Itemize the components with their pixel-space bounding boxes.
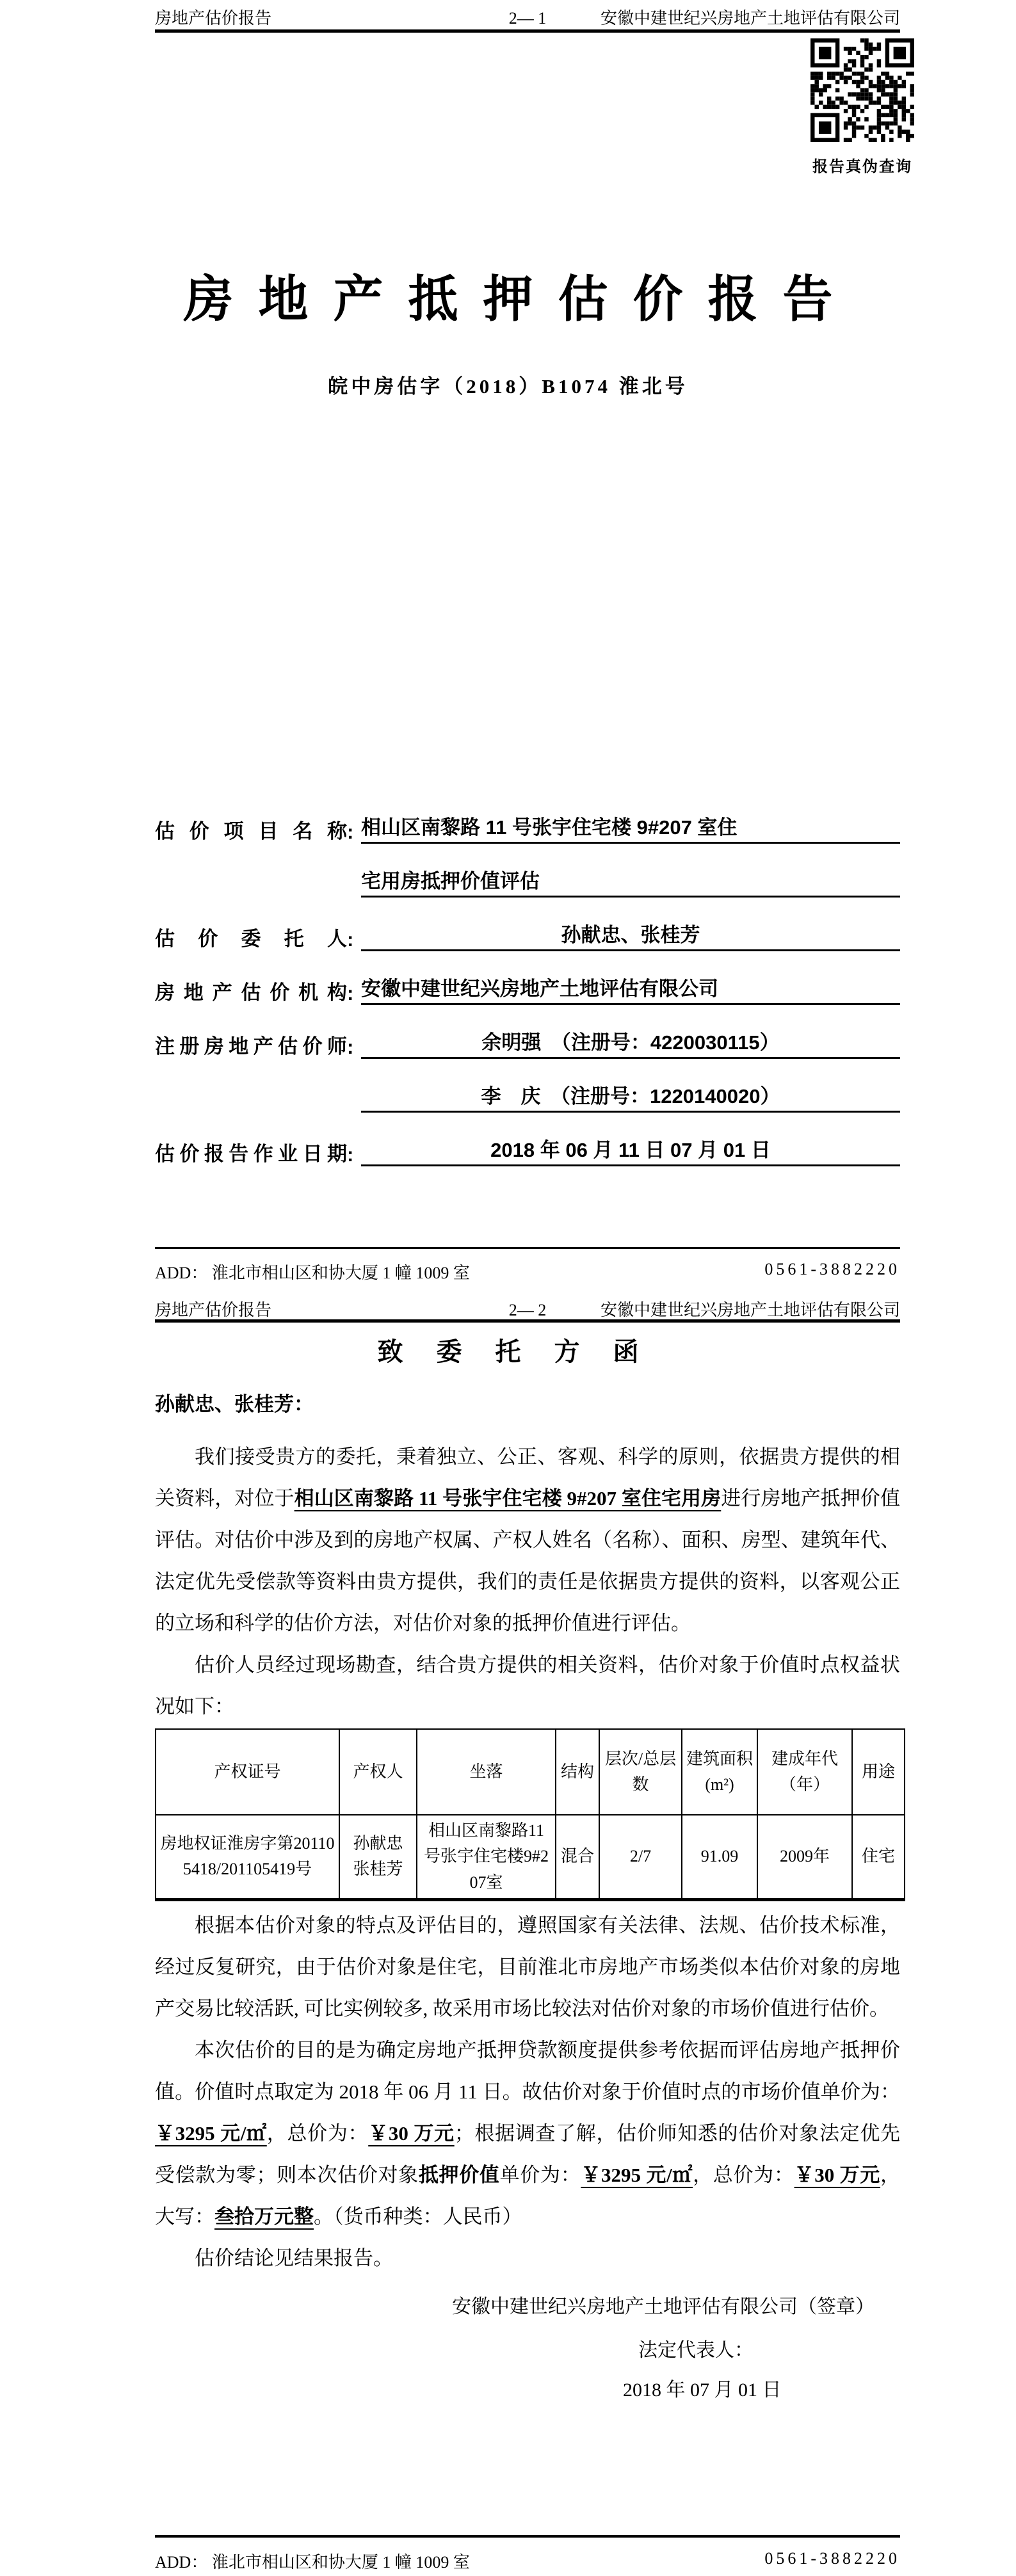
- field-value-line: 相山区南黎路 11 号张宇住宅楼 9#207 室住: [361, 811, 900, 844]
- col-area: 建筑面积(m²): [682, 1729, 757, 1815]
- field-row-appraiser-2: [155, 1081, 900, 1113]
- field-row-client: [155, 919, 900, 951]
- header-doc-type: 房地产估价报告: [155, 9, 272, 28]
- header-company-name: 安徽中建世纪兴房地产土地评估有限公司: [600, 1301, 900, 1319]
- paragraph-inspection: 估价人员经过现场勘查，结合贵方提供的相关资料，估价对象于价值时点权益状况如下：: [155, 1654, 900, 1718]
- col-cert-number: 产权证号: [156, 1729, 339, 1815]
- signature-legal-rep: 法定代表人：: [638, 2340, 754, 2361]
- text-segment: ￥3295 元/㎡: [155, 2122, 267, 2145]
- field-value-line: 2018 年 06 月 11 日 07 月 01 日: [361, 1134, 900, 1166]
- text-segment: 我们接受贵方的委托，秉着独立、公正、客观、科学的原则，依据贵方提供的相关资料，对位于: [155, 1445, 900, 1509]
- cell-year-built: 2009年: [757, 1815, 852, 1899]
- signature-date: 2018 年 07 月 01 日: [623, 2379, 782, 2401]
- field-value-line: 余明强 （注册号：4220030115）: [361, 1026, 900, 1059]
- text-segment: 进行房地产抵押价值评估。对估价中涉及到的房地产权属、产权人姓名（名称）、面积、房型、建筑年代、法定优先受偿款等资料由贵方提供，我们的责任是依据贵方提供的资料，以客观公正的立场和科学的估价方法，对估价对象的抵押价值进行评估。: [155, 1487, 900, 1634]
- cell-location: 相山区南黎路11号张宇住宅楼9#207室: [417, 1815, 556, 1899]
- text-segment: ，大写：: [155, 2164, 901, 2228]
- cell-area: 91.09: [682, 1815, 757, 1899]
- text-segment: 相山区南黎路 11 号张宇住宅楼 9#207 室住宅用房: [294, 1487, 722, 1509]
- text-segment: ，总价为：: [266, 2122, 369, 2145]
- field-colon: :: [347, 1143, 354, 1166]
- field-row-project-name: [155, 812, 900, 844]
- col-structure: 结构: [556, 1729, 599, 1815]
- text-segment: ￥3295 元/㎡: [581, 2164, 693, 2186]
- paragraph-method: 根据本估价对象的特点及评估目的，遵照国家有关法律、法规、估价技术标准，经过反复研究，由于估价对象是住宅，目前淮北市房地产市场类似本估价对象的房地产交易比较活跃, 可比实例较多, 故采用市场比较法对估价对象的市场价值进行估价。: [155, 1914, 900, 2020]
- text-segment: 抵押价值: [418, 2164, 500, 2186]
- header-rule: [155, 1319, 900, 1323]
- field-label: 估价项目名称: [155, 820, 347, 842]
- report-title: 房地产抵押估价报告: [183, 271, 858, 327]
- paragraph-conclusion: 估价结论见结果报告。: [195, 2247, 393, 2269]
- paragraph-engagement: [155, 1436, 900, 1644]
- letter-body-bottom: [155, 1904, 900, 2279]
- field-row-agency: [155, 973, 900, 1005]
- footer-rule: [155, 1247, 900, 1249]
- field-row-report-date: [155, 1134, 900, 1166]
- letter-body-top: [155, 1436, 900, 1727]
- col-owner: 产权人: [339, 1729, 417, 1815]
- text-segment: 叁拾万元整: [214, 2205, 314, 2228]
- col-use: 用途: [852, 1729, 905, 1815]
- footer-address: ADD： 淮北市相山区和协大厦 1 幢 1009 室: [155, 2553, 470, 2572]
- header-rule: [155, 29, 900, 33]
- field-label: 估价委托人: [155, 928, 347, 950]
- page1-running-head: [155, 5, 900, 29]
- page2-running-head: [155, 1297, 900, 1321]
- header-page-number: 2— 2: [508, 1301, 547, 1319]
- field-value-line: 李 庆 （注册号：1220140020）: [361, 1080, 900, 1113]
- signature-company: 安徽中建世纪兴房地产土地评估有限公司（签章）: [452, 2296, 875, 2317]
- header-page-number: 2— 1: [508, 9, 547, 28]
- footer-phone: 0561-3882220: [764, 2549, 900, 2568]
- report-number: 皖中房估字（2018）B1074 淮北号: [328, 375, 688, 398]
- footer-rule: [155, 2535, 900, 2538]
- field-label: 房地产估价机构: [155, 981, 347, 1004]
- footer-phone: 0561-3882220: [764, 1260, 900, 1278]
- property-rights-table: [155, 1728, 905, 1901]
- col-year-built: 建成年代（年）: [757, 1729, 852, 1815]
- text-segment: 。（货币种类：人民币）: [314, 2205, 522, 2228]
- col-floor: 层次/总层数: [599, 1729, 682, 1815]
- cell-cert-number: 房地权证淮房字第201105418/201105419号: [156, 1815, 339, 1899]
- letter-title: 致委托方函: [377, 1337, 672, 1366]
- field-value-line: 宅用房抵押价值评估: [361, 865, 900, 898]
- letter-salutation: 孙献忠、张桂芳：: [155, 1393, 314, 1415]
- field-row-project-name-cont: [155, 865, 900, 898]
- text-segment: 单价为：: [499, 2164, 581, 2186]
- text-segment: ￥30 万元: [368, 2122, 455, 2145]
- field-colon: :: [347, 1036, 354, 1058]
- field-value-line: 孙献忠、张桂芳: [361, 919, 900, 951]
- text-segment: ￥30 万元: [794, 2164, 881, 2186]
- cell-use: 住宅: [852, 1815, 905, 1899]
- field-value-line: 安徽中建世纪兴房地产土地评估有限公司: [361, 972, 900, 1005]
- footer-address: ADD： 淮北市相山区和协大厦 1 幢 1009 室: [155, 1264, 470, 1282]
- field-colon: :: [347, 821, 354, 843]
- cell-owner: 孙献忠 张桂芳: [339, 1815, 417, 1899]
- cell-floor: 2/7: [599, 1815, 682, 1899]
- field-label: 估价报告作业日期: [155, 1143, 347, 1165]
- cover-fields: [155, 812, 900, 1188]
- table-data-row: [156, 1815, 905, 1899]
- qr-code-icon: [808, 38, 917, 142]
- header-company-name: 安徽中建世纪兴房地产土地评估有限公司: [600, 9, 900, 28]
- header-doc-type: 房地产估价报告: [155, 1301, 272, 1319]
- qr-caption: 报告真伪查询: [812, 159, 912, 175]
- text-segment: ，总价为：: [693, 2164, 794, 2186]
- col-location: 坐落: [417, 1729, 556, 1815]
- field-label: 注册房地产估价师: [155, 1035, 347, 1058]
- field-colon: :: [347, 982, 354, 1004]
- field-colon: :: [347, 928, 354, 951]
- paragraph-valuation: [155, 2029, 900, 2237]
- text-segment: 本次估价的目的是为确定房地产抵押贷款额度提供参考依据而评估房地产抵押价值。价值时点取定为 2018 年 06 月 11 日。故估价对象于价值时点的市场价值单价为：: [155, 2039, 900, 2103]
- table-header-row: [156, 1729, 905, 1815]
- cell-structure: 混合: [556, 1815, 599, 1899]
- page2-footer: [155, 2549, 900, 2573]
- field-row-appraiser-1: [155, 1027, 900, 1059]
- page1-footer: [155, 1260, 900, 1284]
- text-segment: ；根据调查了解，估价师知悉的估价对象法定优先受偿款为零；则本次估价对象: [155, 2122, 901, 2186]
- qr-verification-block: [808, 38, 917, 176]
